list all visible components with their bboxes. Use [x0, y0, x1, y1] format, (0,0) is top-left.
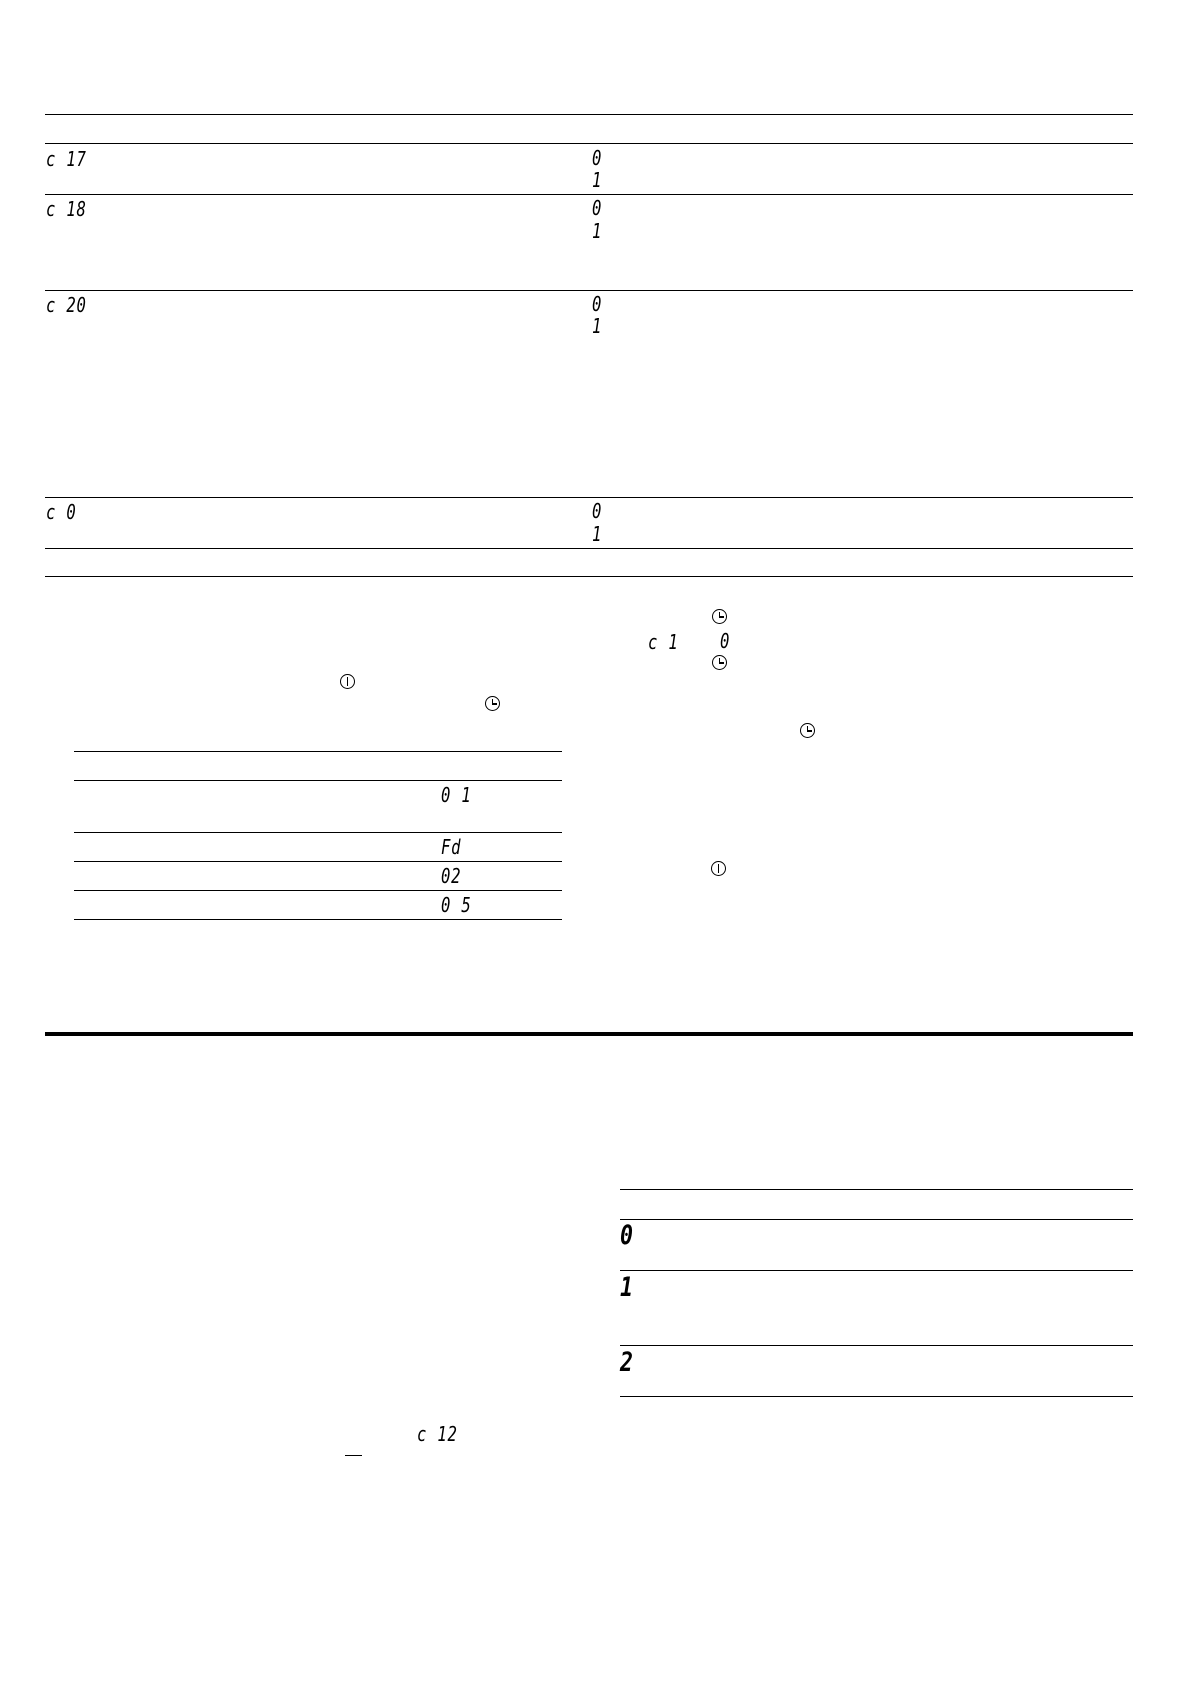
level-value: 2 — [620, 1347, 634, 1378]
setting-value: 1 — [592, 168, 603, 192]
setting-value: 0 — [592, 499, 603, 523]
setting-value: 1 — [592, 314, 603, 338]
power-icon — [711, 861, 726, 876]
inner-table-header-bottom-rule — [74, 780, 562, 781]
clock-icon — [485, 696, 500, 711]
row-divider — [45, 497, 1133, 498]
inner-code: Fd — [441, 835, 462, 859]
row-divider — [620, 1345, 1133, 1346]
level-value: 1 — [620, 1272, 634, 1303]
inline-code: c 12 — [417, 1422, 458, 1446]
inner-table-bottom-rule — [74, 919, 562, 920]
inner-code: 0 5 — [441, 893, 472, 917]
row-divider — [45, 290, 1133, 291]
row-divider — [74, 832, 562, 833]
clock-icon — [712, 655, 727, 670]
setting-value: 1 — [592, 522, 603, 546]
table-header-bottom-rule — [620, 1219, 1133, 1220]
inline-value: 0 — [720, 629, 731, 653]
inner-code: 02 — [441, 864, 462, 888]
clock-icon — [800, 723, 815, 738]
table-bottom-rule — [45, 576, 1133, 577]
level-value: 0 — [620, 1220, 634, 1251]
setting-value: 0 — [592, 146, 603, 170]
setting-value: 0 — [592, 292, 603, 316]
setting-value: 0 — [592, 196, 603, 220]
row-divider — [620, 1270, 1133, 1271]
clock-icon — [712, 609, 727, 624]
setting-code: c 0 — [46, 500, 77, 524]
dash-symbol — [345, 1455, 362, 1456]
table-header-rule — [45, 114, 1133, 115]
setting-code: c 18 — [46, 197, 87, 221]
table-bottom-rule — [620, 1396, 1133, 1397]
inline-code: c 1 — [648, 630, 679, 654]
row-divider — [74, 861, 562, 862]
setting-code: c 17 — [46, 147, 87, 171]
row-divider — [74, 890, 562, 891]
power-icon — [340, 674, 355, 689]
section-divider — [45, 1032, 1133, 1036]
table-header-rule — [620, 1189, 1133, 1190]
setting-value: 1 — [592, 219, 603, 243]
setting-code: c 20 — [46, 293, 87, 317]
row-divider — [45, 548, 1133, 549]
inner-code: 0 1 — [441, 783, 472, 807]
inner-table-header-rule — [74, 751, 562, 752]
row-divider — [45, 194, 1133, 195]
table-header-bottom-rule — [45, 143, 1133, 144]
